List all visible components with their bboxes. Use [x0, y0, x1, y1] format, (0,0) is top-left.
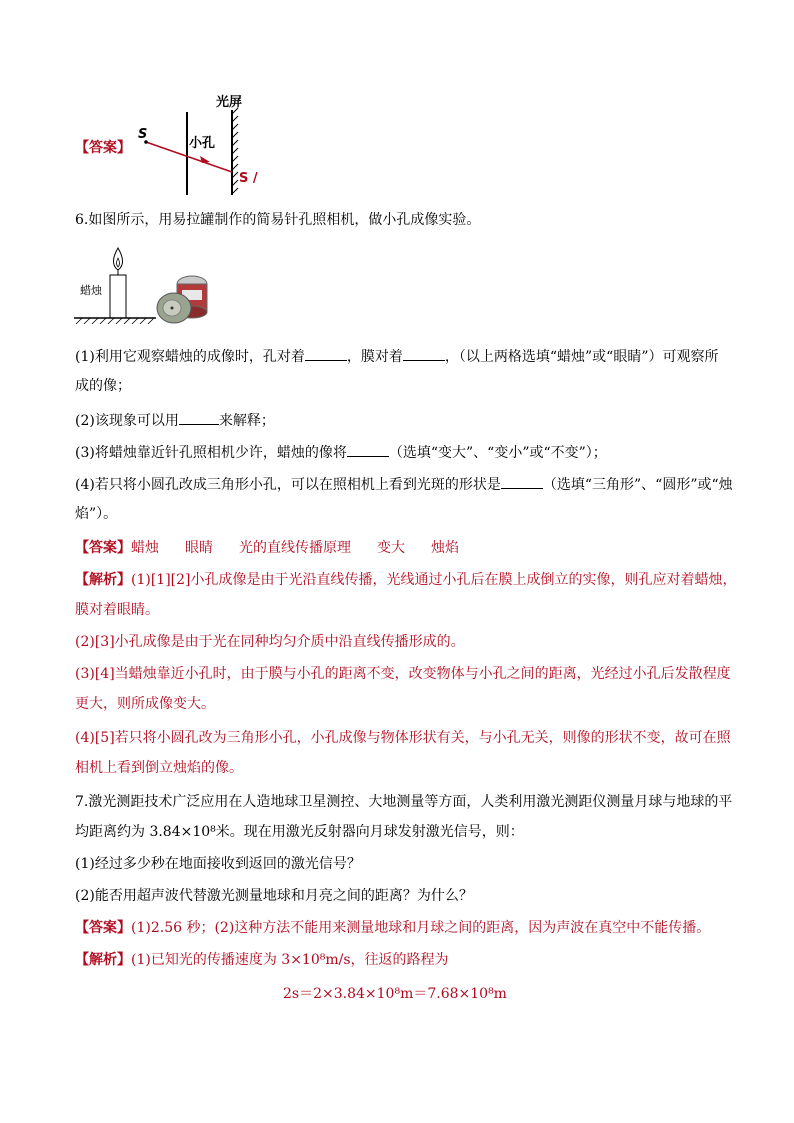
q6-part2: (2)该现象可以用 来解释； — [75, 410, 715, 431]
q7-answer: 【答案】(1)2.56 秒；(2)这种方法不能用来测量地球和月球之间的距离，因为声波在真空中不能传播。 — [75, 920, 711, 936]
q6-analysis-3a: (3)[4]当蜡烛靠近小孔时，由于膜与小孔的距离不变，改变物体与小孔之间的距离，光经过小孔后发散程度 — [75, 666, 731, 682]
q6-part1-line2: 成的像； — [75, 378, 131, 394]
analysis-tag: 【解析】 — [75, 952, 131, 968]
pinhole-diagram — [130, 92, 280, 197]
q6-analysis-1a: 【解析】(1)[1][2]小孔成像是由于光沿直线传播，光线通过小孔后在膜上成倒立的实像，则孔应对着蜡烛， — [75, 572, 737, 588]
blank-5 — [501, 474, 543, 489]
q7-analysis: 【解析】(1)已知光的传播速度为 3×10⁸m/s，往返的路程为 — [75, 952, 449, 968]
q6-analysis-4b: 相机上看到倒立烛焰的像。 — [75, 760, 243, 776]
blank-1 — [305, 346, 347, 361]
hole-label: 小孔 — [189, 136, 216, 151]
q6-answer: 【答案】蜡烛 眼睛 光的直线传播原理 变大 烛焰 — [75, 540, 459, 556]
q6-analysis-2: (2)[3]小孔成像是由于光在同种均匀介质中沿直线传播形成的。 — [75, 634, 465, 650]
s-label: S — [138, 127, 148, 142]
q6-stem: 6.如图所示，用易拉罐制作的简易针孔照相机，做小孔成像实验。 — [75, 212, 481, 228]
blank-3 — [179, 410, 219, 425]
q6-part4-line1: (4)若只将小圆孔改成三角形小孔，可以在照相机上看到光斑的形状是 （选填“三角形”、“圆形”或“烛 — [75, 474, 715, 495]
can-camera-icon — [157, 276, 207, 323]
q7-part2: (2)能否用超声波代替激光测量地球和月亮之间的距离？为什么？ — [75, 888, 473, 904]
answer-tag: 【答案】 — [75, 920, 131, 936]
blank-2 — [403, 346, 445, 361]
q6-analysis-4a: (4)[5]若只将小圆孔改为三角形小孔，小孔成像与物体形状有关，与小孔无关，则像的形状不变，故可在照 — [75, 730, 731, 746]
candle-can-figure — [72, 244, 222, 326]
candle-label: 蜡烛 — [80, 284, 102, 297]
q6-part4-line2: 焰”）。 — [75, 506, 118, 522]
q7-part1: (1)经过多少秒在地面接收到返回的激光信号？ — [75, 856, 361, 872]
q6-analysis-3b: 更大，则所成像变大。 — [75, 696, 215, 712]
q6-analysis-1b: 膜对着眼睛。 — [75, 602, 159, 618]
q7-formula: 2s＝2×3.84×10⁸m＝7.68×10⁸m — [283, 986, 507, 1002]
s-prime-label: S / — [239, 171, 258, 186]
candle-icon — [110, 275, 126, 318]
q6-part3: (3)将蜡烛靠近针孔照相机少许，蜡烛的像将 （选填“变大”、“变小”或“不变”）； — [75, 442, 715, 463]
screen-label: 光屏 — [216, 95, 243, 110]
q7-stem-line2: 均距离约为 3.84×10⁸米。现在用激光反射器向月球发射激光信号，则： — [75, 824, 524, 840]
q6-part1-line1: (1)利用它观察蜡烛的成像时，孔对着 ，膜对着 ，（以上两格选填“蜡烛”或“眼睛”）可观察所 — [75, 346, 715, 367]
answer-tag: 【答案】 — [75, 540, 131, 556]
analysis-tag: 【解析】 — [75, 572, 131, 588]
q7-stem-line1: 7.激光测距技术广泛应用在人造地球卫星测控、大地测量等方面，人类利用激光测距仪测量月球与地球的平 — [75, 794, 733, 810]
blank-4 — [347, 442, 389, 457]
answer-tag: 【答案】 — [75, 140, 131, 156]
